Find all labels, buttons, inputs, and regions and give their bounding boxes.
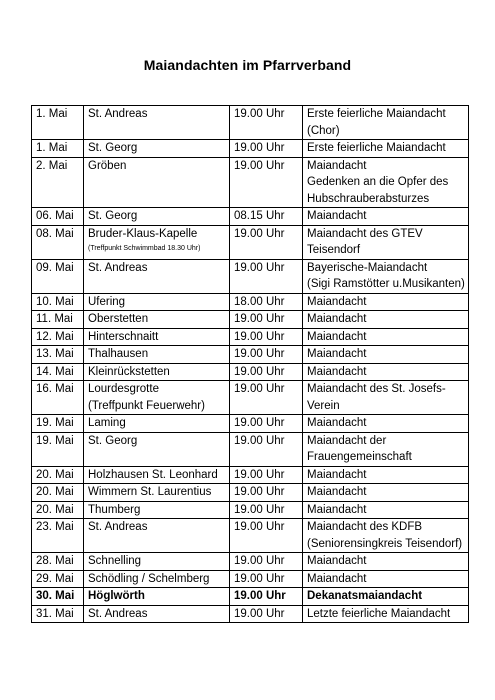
date-cell: 19. Mai	[32, 415, 84, 433]
description-line: Erste feierliche Maiandacht	[307, 142, 446, 154]
description-line: Maiandacht	[307, 555, 367, 567]
date-cell: 23. Mai	[32, 519, 84, 553]
description-cell	[303, 328, 469, 346]
table-row	[32, 553, 469, 571]
description-line: Teisendorf	[307, 244, 361, 256]
description-line: (Sigi Ramstötter u.Musikanten)	[307, 278, 465, 290]
description-cell	[303, 363, 469, 381]
table-row	[32, 501, 469, 519]
description-cell	[303, 106, 469, 140]
time-cell: 19.00 Uhr	[230, 140, 303, 158]
place-cell	[84, 484, 230, 502]
description-cell	[303, 605, 469, 623]
place-name: Laming	[88, 417, 126, 429]
place-name: Thumberg	[88, 503, 141, 516]
description-line: Maiandacht	[307, 313, 367, 325]
time-cell: 19.00 Uhr	[230, 346, 303, 364]
time-cell: 19.00 Uhr	[230, 415, 303, 433]
table-row	[32, 293, 469, 311]
description-cell	[303, 381, 469, 415]
date-cell: 1. Mai	[32, 106, 84, 140]
description-cell	[303, 208, 469, 226]
date-cell: 06. Mai	[32, 208, 84, 226]
schedule-body	[32, 106, 469, 623]
description-cell	[303, 501, 469, 519]
date-cell: 31. Mai	[32, 605, 84, 623]
place-name: Kleinrückstetten	[88, 365, 170, 378]
time-cell: 08.15 Uhr	[230, 208, 303, 226]
description-cell	[303, 570, 469, 588]
description-line: Maiandacht	[307, 486, 367, 498]
place-cell	[84, 259, 230, 293]
place-cell	[84, 605, 230, 623]
description-line: Erste feierliche Maiandacht	[307, 108, 446, 120]
date-cell: 20. Mai	[32, 484, 84, 502]
place-name: St. Andreas	[88, 261, 148, 274]
place-cell	[84, 157, 230, 208]
time-cell: 19.00 Uhr	[230, 311, 303, 329]
description-cell	[303, 588, 469, 606]
date-cell: 14. Mai	[32, 363, 84, 381]
description-line: Maiandacht	[307, 503, 367, 516]
place-cell	[84, 501, 230, 519]
description-line: Maiandacht	[307, 365, 367, 378]
time-cell: 19.00 Uhr	[230, 484, 303, 502]
description-line: Gedenken an die Opfer des	[307, 176, 449, 188]
time-cell: 19.00 Uhr	[230, 588, 303, 606]
table-row	[32, 140, 469, 158]
table-row	[32, 605, 469, 623]
place-name: St. Georg	[88, 210, 138, 222]
date-cell: 2. Mai	[32, 157, 84, 208]
table-row	[32, 519, 469, 553]
description-line: Maiandacht	[307, 159, 367, 172]
time-cell: 19.00 Uhr	[230, 519, 303, 553]
time-cell: 19.00 Uhr	[230, 501, 303, 519]
place-name: St. Andreas	[88, 521, 148, 533]
place-name: Gröben	[88, 159, 127, 172]
place-cell	[84, 346, 230, 364]
date-cell: 29. Mai	[32, 570, 84, 588]
place-name: Holzhausen St. Leonhard	[88, 468, 218, 481]
description-line: Maiandacht des GTEV	[307, 227, 423, 240]
place-cell	[84, 106, 230, 140]
place-name: Bruder-Klaus-Kapelle	[88, 227, 198, 240]
place-name: St. Georg	[88, 434, 138, 447]
time-cell: 19.00 Uhr	[230, 553, 303, 571]
time-cell: 19.00 Uhr	[230, 432, 303, 466]
place-cell	[84, 363, 230, 381]
table-row	[32, 432, 469, 466]
place-cell	[84, 208, 230, 226]
table-row	[32, 363, 469, 381]
date-cell: 19. Mai	[32, 432, 84, 466]
place-cell	[84, 466, 230, 484]
place-name: Schödling / Schelmberg	[88, 572, 210, 585]
place-cell	[84, 311, 230, 329]
time-cell: 19.00 Uhr	[230, 363, 303, 381]
table-row	[32, 225, 469, 259]
place-name: Wimmern St. Laurentius	[88, 486, 212, 498]
description-line: Maiandacht	[307, 210, 367, 222]
place-name: Oberstetten	[88, 313, 149, 325]
description-line: Maiandacht der	[307, 434, 387, 447]
description-line: Maiandacht des KDFB	[307, 521, 423, 533]
description-line: Dekanatsmaiandacht	[307, 590, 423, 602]
description-line: Maiandacht	[307, 572, 367, 585]
time-cell: 19.00 Uhr	[230, 381, 303, 415]
description-line: Hubschrauberabsturzes	[307, 192, 430, 205]
date-cell: 1. Mai	[32, 140, 84, 158]
description-line: Maiandacht	[307, 330, 367, 343]
table-row	[32, 259, 469, 293]
description-cell	[303, 484, 469, 502]
description-cell	[303, 259, 469, 293]
place-name: St. Andreas	[88, 607, 148, 620]
table-row	[32, 466, 469, 484]
date-cell: 20. Mai	[32, 501, 84, 519]
description-line: (Seniorensingkreis Teisendorf)	[307, 537, 463, 550]
description-line: Letzte feierliche Maiandacht	[307, 607, 451, 620]
page-title: Maiandachten im Pfarrverband	[143, 57, 352, 73]
description-cell	[303, 140, 469, 158]
date-cell: 30. Mai	[32, 588, 84, 606]
place-name: Ufering	[88, 295, 126, 308]
place-cell	[84, 570, 230, 588]
description-cell	[303, 415, 469, 433]
place-cell	[84, 415, 230, 433]
date-cell: 28. Mai	[32, 553, 84, 571]
description-cell	[303, 432, 469, 466]
date-cell: 20. Mai	[32, 466, 84, 484]
table-row	[32, 328, 469, 346]
time-cell: 18.00 Uhr	[230, 293, 303, 311]
place-name: Höglwörth	[88, 590, 145, 602]
description-cell	[303, 157, 469, 208]
table-row	[32, 311, 469, 329]
description-line: (Chor)	[307, 124, 340, 137]
place-name: Thalhausen	[88, 348, 149, 360]
place-cell	[84, 328, 230, 346]
time-cell: 19.00 Uhr	[230, 259, 303, 293]
description-line: Maiandacht	[307, 468, 367, 481]
place-name: Schnelling	[88, 555, 142, 567]
description-cell	[303, 311, 469, 329]
place-cell	[84, 381, 230, 415]
time-cell: 19.00 Uhr	[230, 328, 303, 346]
table-row	[32, 415, 469, 433]
table-row	[32, 588, 469, 606]
table-row	[32, 106, 469, 140]
date-cell: 11. Mai	[32, 311, 84, 329]
date-cell: 13. Mai	[32, 346, 84, 364]
table-row	[32, 346, 469, 364]
description-cell	[303, 466, 469, 484]
table-row	[32, 381, 469, 415]
time-cell: 19.00 Uhr	[230, 466, 303, 484]
date-cell: 12. Mai	[32, 328, 84, 346]
place-cell	[84, 519, 230, 553]
description-line: Maiandacht	[307, 295, 367, 308]
time-cell: 19.00 Uhr	[230, 605, 303, 623]
date-cell: 16. Mai	[32, 381, 84, 415]
table-row	[32, 484, 469, 502]
place-cell	[84, 140, 230, 158]
description-cell	[303, 553, 469, 571]
schedule-table	[31, 105, 469, 623]
description-cell	[303, 225, 469, 259]
date-cell: 09. Mai	[32, 259, 84, 293]
place-cell	[84, 432, 230, 466]
description-line: Maiandacht des St. Josefs-	[307, 383, 446, 395]
description-line: Maiandacht	[307, 348, 367, 360]
place-name: St. Andreas	[88, 108, 148, 120]
place-cell	[84, 225, 230, 259]
place-cell	[84, 588, 230, 606]
description-line: Frauengemeinschaft	[307, 451, 412, 463]
place-name: Hinterschnaitt	[88, 330, 159, 343]
place-name: St. Georg	[88, 142, 138, 154]
description-cell	[303, 346, 469, 364]
date-cell: 08. Mai	[32, 225, 84, 259]
description-cell	[303, 519, 469, 553]
place-note: (Treffpunkt Schwimmbad 18.30 Uhr)	[88, 245, 201, 252]
description-line: Maiandacht	[307, 417, 367, 429]
time-cell: 19.00 Uhr	[230, 225, 303, 259]
table-row	[32, 157, 469, 208]
place-name: Lourdesgrotte	[88, 383, 159, 395]
time-cell: 19.00 Uhr	[230, 157, 303, 208]
date-cell: 10. Mai	[32, 293, 84, 311]
description-cell	[303, 293, 469, 311]
description-line: Bayerische-Maiandacht	[307, 261, 428, 274]
place-cell	[84, 293, 230, 311]
table-row	[32, 570, 469, 588]
place-cell	[84, 553, 230, 571]
place-name-line2: (Treffpunkt Feuerwehr)	[88, 399, 205, 412]
description-line: Verein	[307, 399, 340, 412]
table-row	[32, 208, 469, 226]
time-cell: 19.00 Uhr	[230, 106, 303, 140]
time-cell: 19.00 Uhr	[230, 570, 303, 588]
